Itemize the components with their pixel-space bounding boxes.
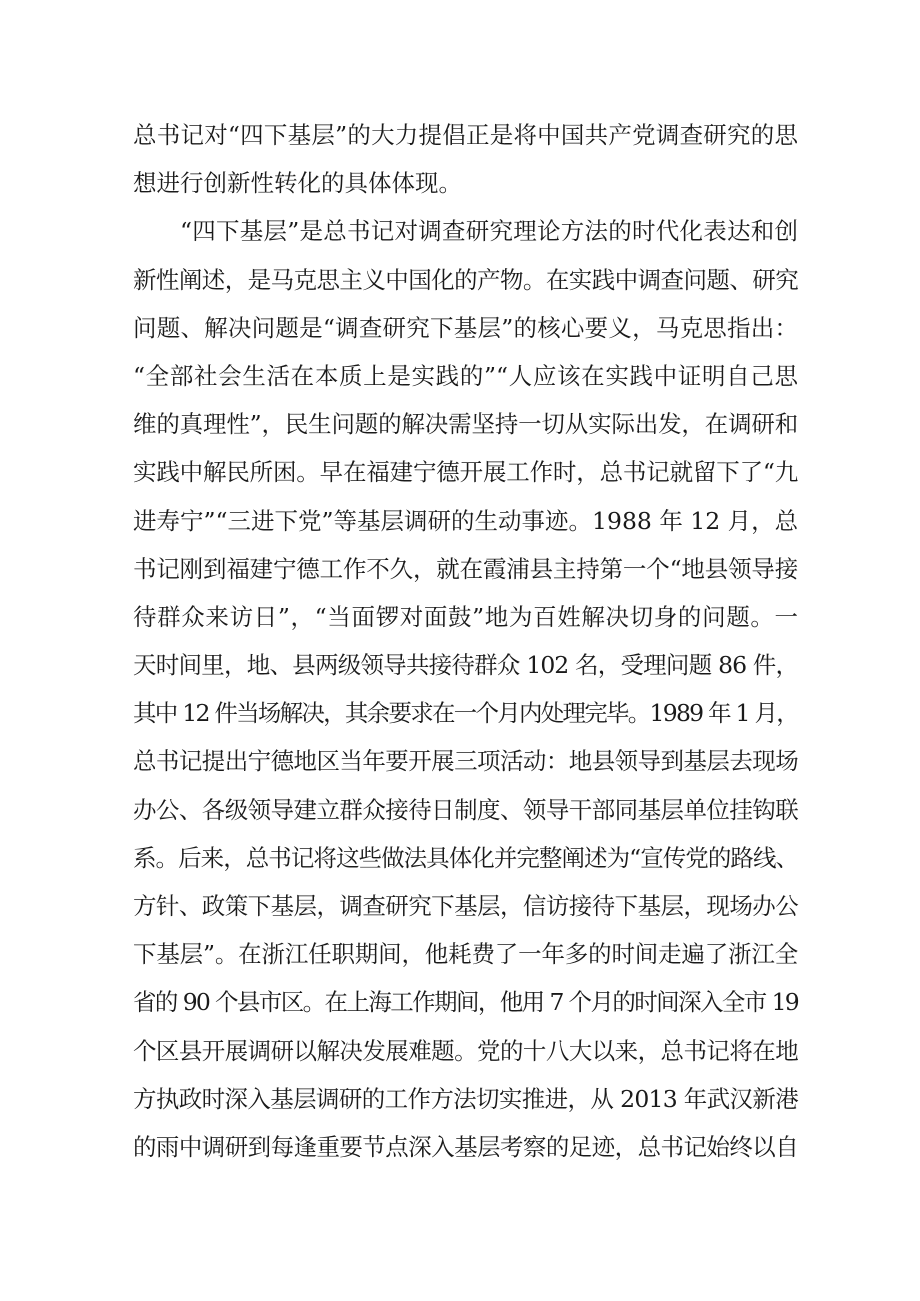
text-line: 待群众来访日”，“当面锣对面鼓”地为百姓解决切身的问题。一 [133,602,798,631]
text-line: 总书记提出宁德地区当年要开展三项活动：地县领导到基层去现场 [133,747,798,776]
text-line: 系。后来，总书记将这些做法具体化并完整阐述为“宣传党的路线、 [133,843,798,872]
text-line: 其中 12 件当场解决，其余要求在一个月内处理完毕。1989 年 1 月， [133,699,798,728]
text-line: 想进行创新性转化的具体体现。 [133,169,462,198]
body-text [133,111,798,1171]
text-line: 总书记对“四下基层”的大力提倡正是将中国共产党调查研究的思 [133,121,798,149]
text-line: 新性阐述，是马克思主义中国化的产物。在实践中调查问题、研究 [133,265,798,294]
text-line: 进寿宁”“三进下党”等基层调研的生动事迹。1988 年 12 月，总 [133,506,799,535]
text-line: 实践中解民所困。早在福建宁德开展工作时，总书记就留下了“九 [133,458,798,487]
text-line: 书记刚到福建宁德工作不久，就在霞浦县主持第一个“地县领导接 [133,554,798,583]
text-line: 下基层”。在浙江任职期间，他耗费了一年多的时间走遍了浙江全 [133,940,798,969]
text-line: 维的真理性”，民生问题的解决需坚持一切从实际出发，在调研和 [133,410,798,439]
text-line: “全部社会生活在本质上是实践的”“人应该在实践中证明自己思 [133,361,798,390]
text-line: 个区县开展调研以解决发展难题。党的十八大以来，总书记将在地 [133,1036,798,1065]
text-line: “四下基层”是总书记对调查研究理论方法的时代化表达和创 [180,217,798,246]
text-line: 方执政时深入基层调研的工作方法切实推进，从 2013 年武汉新港 [133,1084,798,1113]
text-line: 问题、解决问题是“调查研究下基层”的核心要义，马克思指出： [133,313,798,342]
text-line: 天时间里，地、县两级领导共接待群众 102 名，受理问题 86 件， [133,651,798,680]
text-line: 的雨中调研到每逢重要节点深入基层考察的足迹，总书记始终以自 [133,1132,798,1161]
text-line: 省的 90 个县市区。在上海工作期间，他用 7 个月的时间深入全市 19 [133,988,798,1017]
text-line: 办公、各级领导建立群众接待日制度、领导干部同基层单位挂钩联 [133,795,798,824]
text-line: 方针、政策下基层，调查研究下基层，信访接待下基层，现场办公 [133,892,798,920]
